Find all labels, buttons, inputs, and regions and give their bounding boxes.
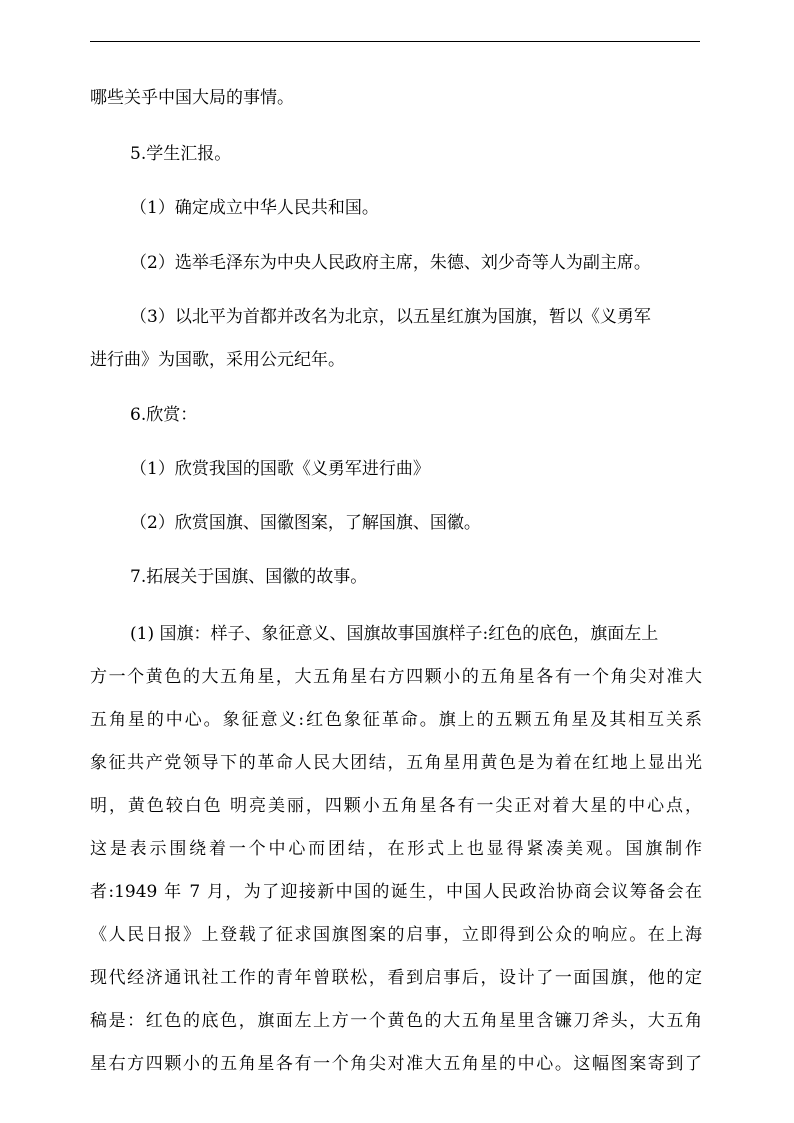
section-heading: 5.学生汇报。 [130,144,232,164]
list-item: （3）以北平为首都并改名为北京，以五星红旗为国旗，暂以《义勇军 [130,307,651,327]
list-item: （1）确定成立中华人民共和国。 [130,198,379,218]
paragraph-line: 五角星的中心。象征意义:红色象征革命。旗上的五颗五角星及其相互关系 [90,710,702,730]
paragraph-line: 星右方四颗小的五角星各有一个角尖对准大五角星的中心。这幅图案寄到了 [90,1054,702,1074]
section-heading: 7.拓展关于国旗、国徽的故事。 [130,567,368,587]
paragraph-line: (1) 国旗：样子、象征意义、国旗故事国旗样子:红色的底色，旗面左上 [130,624,659,644]
paragraph-line: 者:1949 年 7 月，为了迎接新中国的诞生，中国人民政治协商会议筹备会在 [90,882,702,902]
paragraph-line: 稿是：红色的底色，旗面左上方一个黄色的大五角星里含镰刀斧头，大五角 [90,1011,702,1031]
list-item: （1）欣赏我国的国歌《义勇军进行曲》 [130,459,430,479]
paragraph-line: 这是表示围绕着一个中心而团结，在形式上也显得紧凑美观。国旗制作 [90,839,702,859]
section-heading: 6.欣赏： [130,405,198,425]
text-line: 进行曲》为国歌，采用公元纪年。 [90,350,345,370]
paragraph-line: 明，黄色较白色 明亮美丽，四颗小五角星各有一尖正对着大星的中心点， [90,796,702,816]
list-item: （2）欣赏国旗、国徽图案，了解国旗、国徽。 [130,513,481,533]
paragraph-line: 象征共产党领导下的革命人民大团结，五角星用黄色是为着在红地上显出光 [90,753,702,773]
text-line: 哪些关乎中国大局的事情。 [90,88,294,108]
paragraph-line: 方一个黄色的大五角星，大五角星右方四颗小的五角星各有一个角尖对准大 [90,667,702,687]
paragraph-line: 现代经济通讯社工作的青年曾联松，看到启事后，设计了一面国旗，他的定 [90,968,702,988]
header-rule [90,41,700,42]
paragraph-line: 《人民日报》上登载了征求国旗图案的启事，立即得到公众的响应。在上海 [90,925,702,945]
list-item: （2）选举毛泽东为中央人民政府主席，朱德、刘少奇等人为副主席。 [130,253,651,273]
